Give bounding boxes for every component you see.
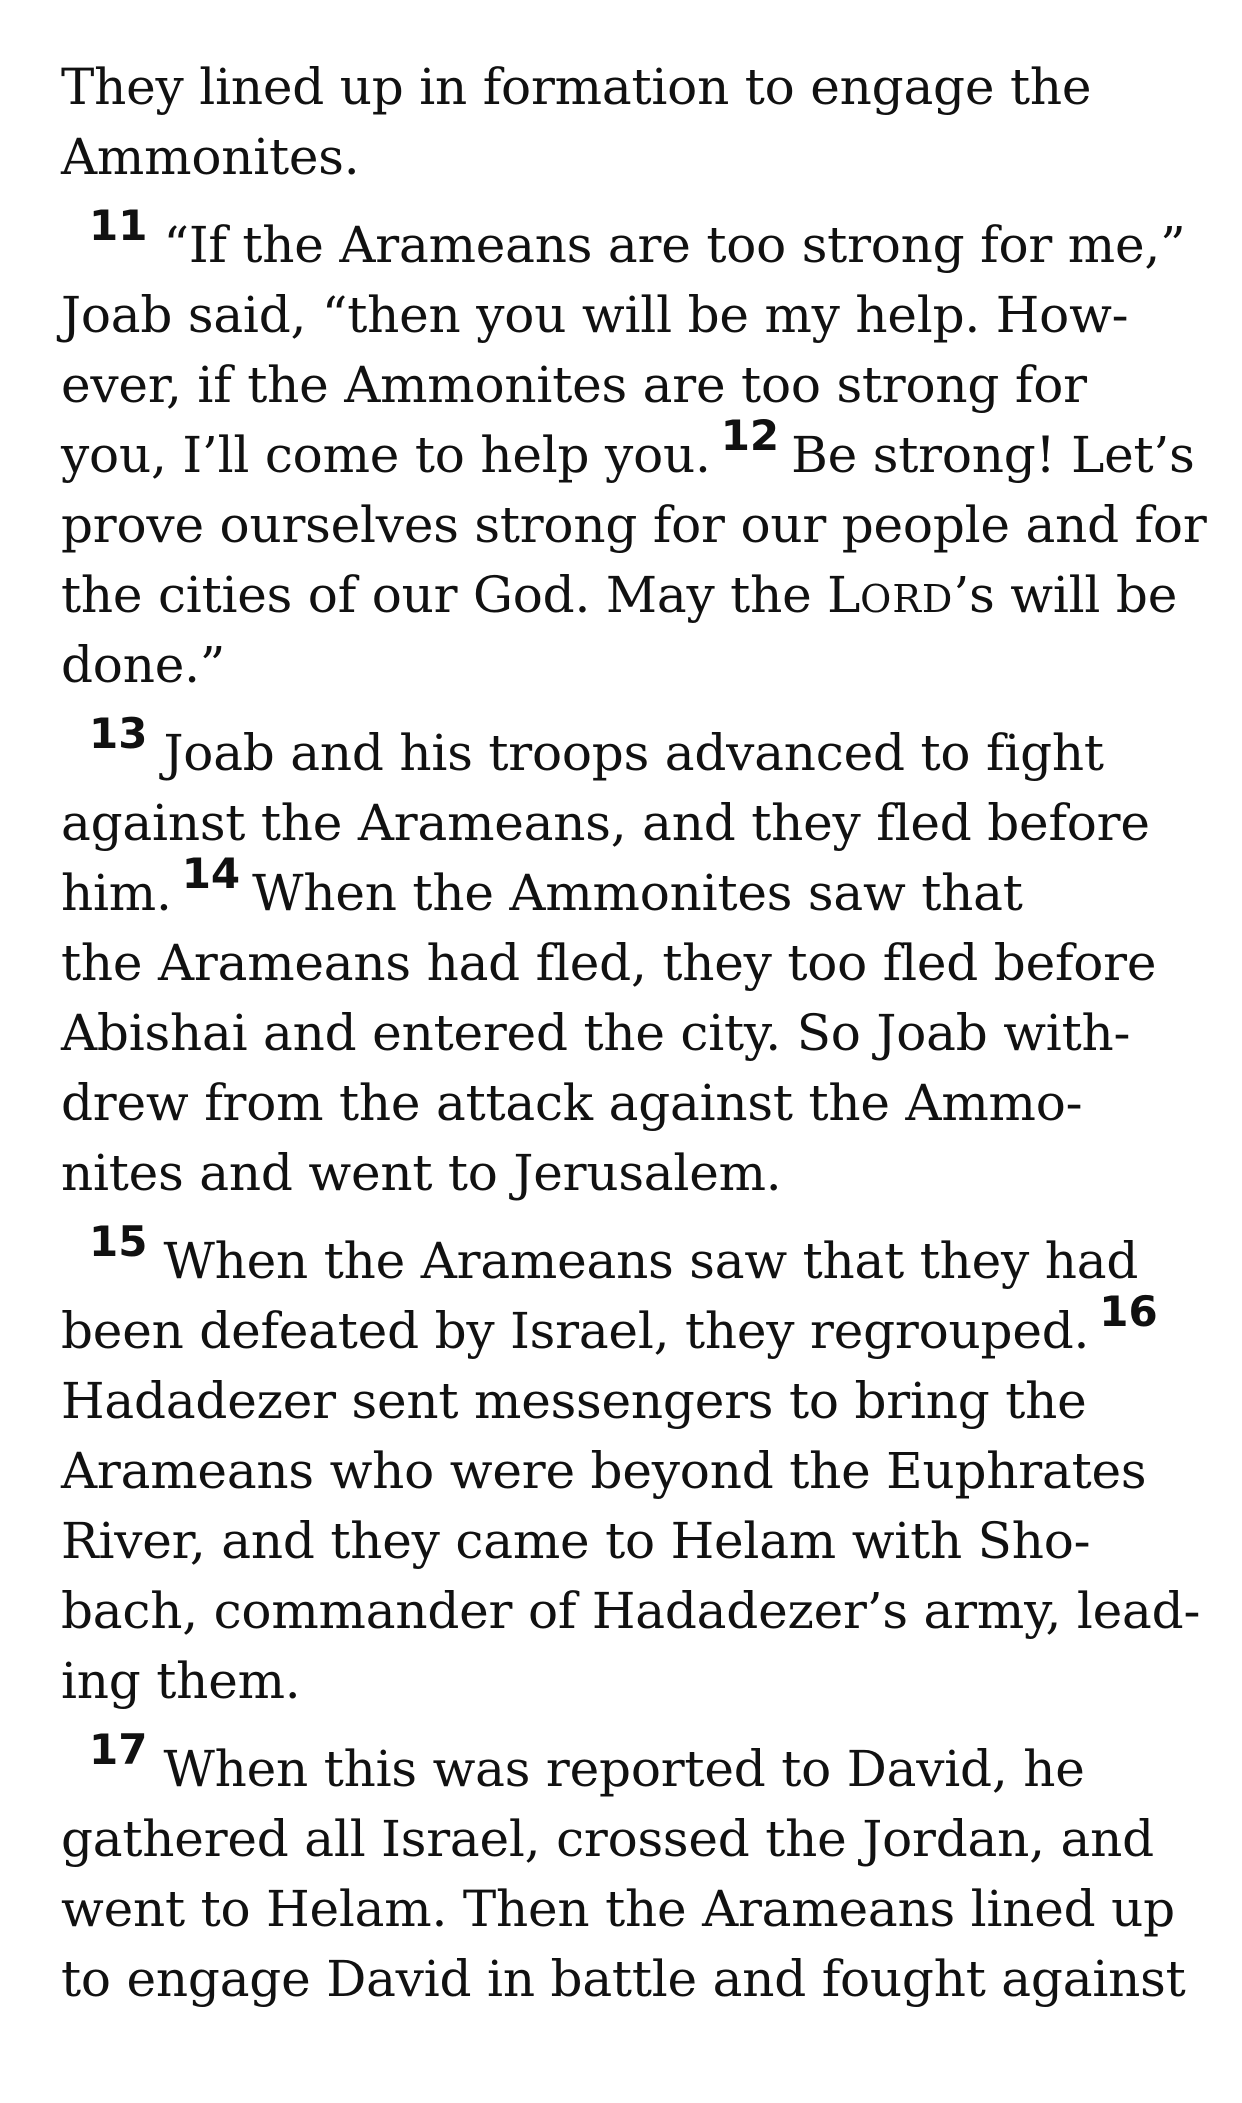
verse-text: went to Helam. Then the Arameans lined up <box>61 1880 1175 1938</box>
verse-text: Joab and his troops advanced to fight <box>163 724 1104 782</box>
verse-text: Hadadezer sent messengers to bring the <box>61 1372 1087 1430</box>
verse-text: to engage David in battle and fought against <box>61 1950 1186 2008</box>
verse-text: ever, if the Ammonites are too strong for <box>61 356 1087 414</box>
text-line <box>61 1646 1191 1716</box>
text-line <box>61 1716 1191 1804</box>
text-line <box>61 192 1191 280</box>
text-line <box>61 1366 1191 1436</box>
verse-text: drew from the attack against the Ammo- <box>61 1074 1083 1132</box>
small-caps-text: ORD <box>860 577 954 621</box>
text-line <box>61 52 1191 122</box>
text-line <box>61 1436 1191 1506</box>
text-line <box>61 1138 1191 1208</box>
verse-text: been defeated by Israel, they regrouped. <box>61 1302 1090 1360</box>
verse-text: Arameans who were beyond the Euphrates <box>61 1442 1147 1500</box>
text-line <box>61 630 1191 700</box>
text-line <box>61 560 1191 630</box>
verse-number[interactable]: 13 <box>89 709 148 758</box>
verse-text: the cities of our God. May the L <box>61 566 861 624</box>
verse-number[interactable]: 11 <box>89 201 148 250</box>
text-line <box>61 1874 1191 1944</box>
verse-text: Ammonites. <box>61 128 360 186</box>
text-line <box>61 1576 1201 1646</box>
text-line <box>61 1506 1191 1576</box>
verse-text: Abishai and entered the city. So Joab with- <box>61 1004 1131 1062</box>
verse-text: you, I’ll come to help you. <box>61 426 711 484</box>
scripture-passage <box>61 52 1207 2014</box>
verse-number[interactable]: 14 <box>181 849 241 898</box>
text-line <box>61 1944 1191 2014</box>
verse-text: ’s will be <box>953 566 1178 624</box>
text-line <box>61 350 1191 420</box>
verse-number[interactable]: 16 <box>1099 1287 1158 1336</box>
verse-text: against the Arameans, and they fled before <box>61 794 1150 852</box>
text-line <box>61 1287 1191 1366</box>
verse-text: They lined up in formation to engage the <box>61 58 1092 116</box>
text-line <box>61 280 1191 350</box>
verse-text: When the Ammonites saw that <box>252 864 1023 922</box>
verse-number[interactable]: 17 <box>89 1725 148 1774</box>
text-line <box>61 788 1191 858</box>
text-line <box>61 1804 1191 1874</box>
text-line <box>61 411 1195 490</box>
verse-text: Joab said, “then you will be my help. How- <box>61 286 1129 344</box>
verse-text: bach, commander of Hadadezer’s army, lead- <box>61 1582 1201 1640</box>
text-line <box>61 1208 1191 1296</box>
text-line <box>61 1068 1191 1138</box>
verse-text: When this was reported to David, he <box>163 1740 1085 1798</box>
text-line <box>61 849 1191 928</box>
verse-number[interactable]: 12 <box>720 411 780 460</box>
verse-number[interactable]: 15 <box>89 1217 148 1266</box>
verse-text: River, and they came to Helam with Sho- <box>61 1512 1091 1570</box>
text-line <box>61 700 1191 788</box>
text-line <box>61 122 1191 192</box>
text-line <box>61 490 1207 560</box>
verse-text: him. <box>61 864 172 922</box>
verse-text: the Arameans had fled, they too fled before <box>61 934 1157 992</box>
text-line <box>61 928 1191 998</box>
verse-text: nites and went to Jerusalem. <box>61 1144 782 1202</box>
verse-text: ing them. <box>61 1652 301 1710</box>
verse-text: done.” <box>61 636 226 694</box>
verse-text: “If the Arameans are too strong for me,” <box>163 216 1186 274</box>
text-line <box>61 998 1191 1068</box>
verse-text: Be strong! Let’s <box>791 426 1195 484</box>
verse-text: When the Arameans saw that they had <box>163 1232 1139 1290</box>
verse-text: gathered all Israel, crossed the Jordan, and <box>61 1810 1154 1868</box>
verse-text: prove ourselves strong for our people and for <box>61 496 1207 554</box>
